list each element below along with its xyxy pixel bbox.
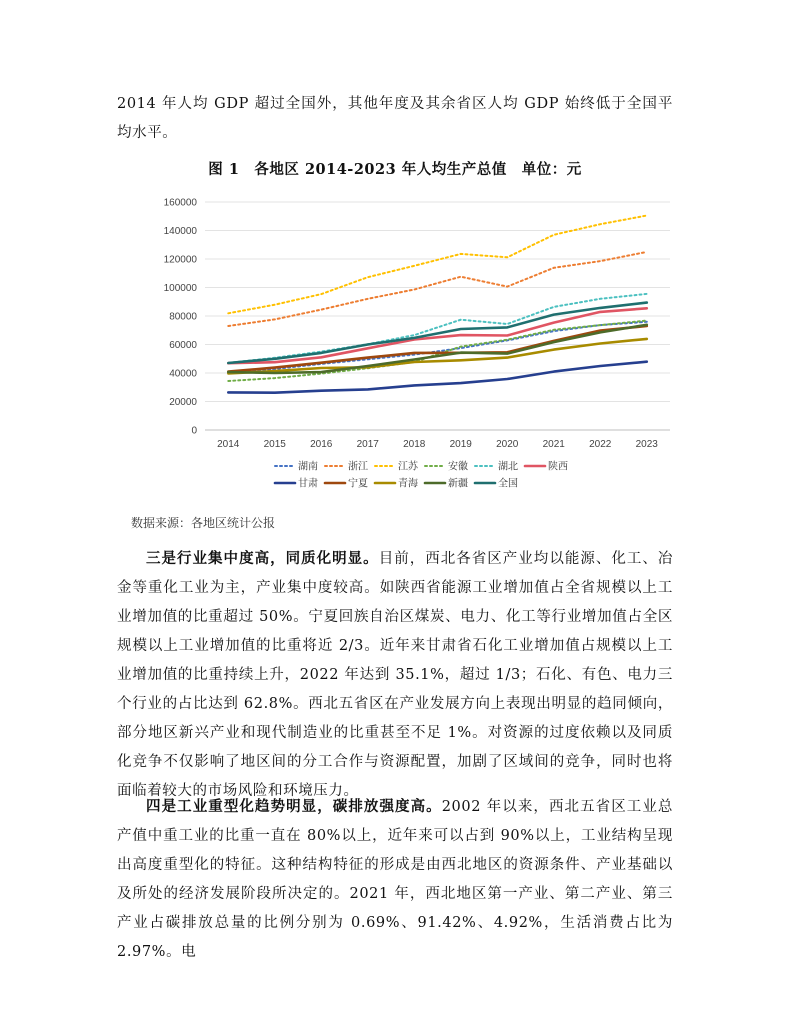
legend-label: 陕西: [548, 461, 568, 473]
x-tick-label: 2019: [449, 439, 472, 450]
x-tick-label: 2021: [542, 439, 565, 450]
legend-label: 全国: [498, 478, 518, 490]
y-tick-label: 80000: [169, 311, 197, 323]
y-tick-label: 160000: [163, 197, 197, 209]
intro-paragraph: 2014 年人均 GDP 超过全国外，其他年度及其余省区人均 GDP 始终低于全国平均水平。: [117, 96, 673, 141]
paragraph-body: 目前，西北各省区产业均以能源、化工、冶金等重化工业为主，产业集中度较高。如陕西省能源工业增加值占全省规模以上工业增加值的比重超过 50%。宁夏回族自治区煤炭、电力、化工等行业增加值占全区规模以上工业增加值的比重将近 2/3。近年来甘肃省石化工业增加值占规模以上工业增加值的比重持续上升，2022 年达到 35.1%，超过 1/3；石化、有色、电力三个行业的占比达到 62.8%。西北五省区在产业发展方向上表现出明显的趋同倾向，部分地区新兴产业和现代制造业的比重甚至不足 1%。对资源的过度依赖以及同质化竞争不仅影响了地区间的分工合作与资源配置，加剧了区域间的竞争，同时也将面临着较大的市场风险和环境压力。: [117, 551, 674, 799]
x-tick-label: 2018: [403, 439, 426, 450]
y-tick-label: 100000: [163, 283, 197, 294]
legend-label: 青海: [398, 478, 418, 490]
legend-label: 新疆: [448, 478, 468, 490]
paragraph-body: 2002 年以来，西北五省区工业总产值中重工业的比重一直在 80%以上，近年来可以占到 90%以上，工业结构呈现出高度重型化的特征。这种结构特征的形成是由西北地区的资源条件、产业基础以及所处的经济发展阶段所决定的。2021 年，西北地区第一产业、第二产业、第三产业占碳排放总量的比例分别为 0.69%、91.42%、4.92%，生活消费占比为 2.97%。电: [117, 799, 673, 960]
legend-label: 湖南: [298, 461, 318, 473]
x-tick-label: 2022: [589, 439, 612, 450]
figure-source: 数据来源：各地区统计公报: [131, 516, 276, 530]
x-tick-label: 2016: [310, 439, 333, 450]
x-tick-label: 2020: [496, 439, 519, 450]
gdp-line-chart: [150, 190, 690, 510]
figure-title: 图 1 各地区 2014-2023 年人均生产总值 单位：元: [208, 161, 582, 178]
y-tick-label: 120000: [163, 254, 197, 266]
y-tick-label: 40000: [169, 368, 197, 380]
y-tick-label: 140000: [163, 226, 197, 237]
y-tick-label: 20000: [169, 397, 197, 408]
paragraph-lead: 四是工业重型化趋势明显，碳排放强度高。: [146, 798, 442, 815]
paragraph-heavy-industry: [117, 792, 673, 967]
x-tick-label: 2017: [356, 439, 379, 450]
legend-label: 浙江: [348, 461, 368, 473]
paragraph-lead: 三是行业集中度高，同质化明显。: [146, 550, 379, 567]
legend-label: 江苏: [398, 461, 418, 473]
x-tick-label: 2023: [635, 439, 658, 450]
legend-label: 宁夏: [348, 478, 368, 490]
legend-label: 安徽: [448, 461, 468, 473]
paragraph-industry-concentration: [117, 544, 673, 806]
y-tick-label: 0: [191, 425, 197, 437]
legend-label: 甘肃: [298, 478, 318, 490]
legend-label: 湖北: [498, 461, 518, 473]
x-tick-label: 2015: [263, 439, 286, 450]
x-tick-label: 2014: [217, 439, 240, 450]
y-tick-label: 60000: [169, 340, 197, 351]
